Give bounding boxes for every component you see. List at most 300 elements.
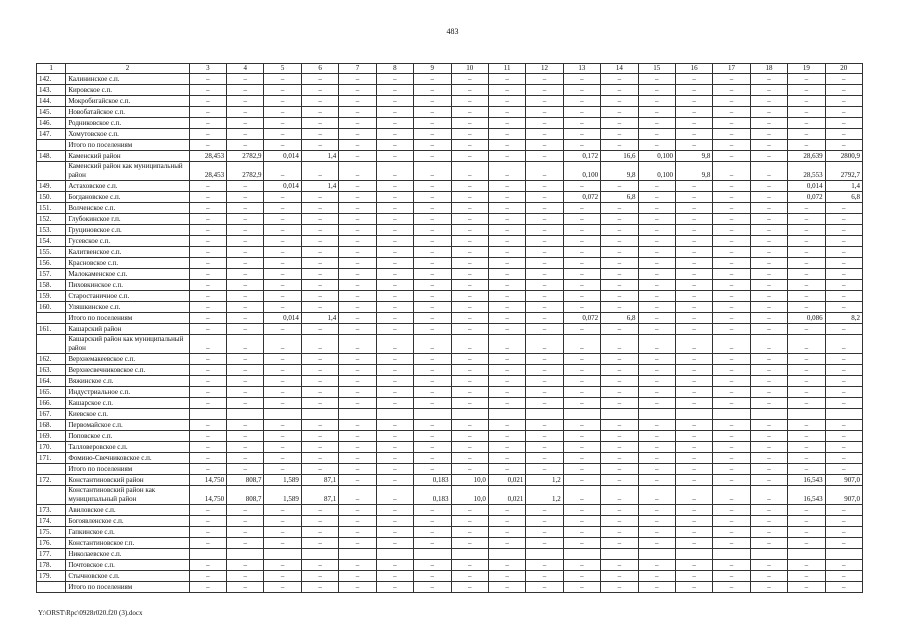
table-row — [37, 162, 863, 181]
value-cell: – — [451, 582, 488, 593]
value-cell: – — [788, 538, 825, 549]
value-cell: – — [451, 74, 488, 85]
value-cell: – — [675, 258, 712, 269]
value-cell: 28,453 — [189, 151, 226, 162]
value-cell: – — [488, 431, 525, 442]
value-cell: – — [264, 538, 301, 549]
header-cell: 16 — [675, 64, 712, 74]
value-cell: – — [750, 74, 787, 85]
value-cell: – — [638, 475, 675, 486]
value-cell: – — [376, 302, 413, 313]
table-row — [37, 214, 863, 225]
value-cell: – — [825, 302, 862, 313]
value-cell: – — [825, 527, 862, 538]
value-cell: – — [189, 516, 226, 527]
row-number: 145. — [37, 107, 66, 118]
value-cell: – — [339, 258, 376, 269]
value-cell: – — [264, 387, 301, 398]
value-cell: – — [713, 505, 750, 516]
value-cell: – — [451, 516, 488, 527]
value-cell: – — [301, 269, 338, 280]
value-cell: – — [376, 151, 413, 162]
value-cell: – — [339, 516, 376, 527]
value-cell: – — [601, 118, 638, 129]
value-cell: – — [713, 354, 750, 365]
value-cell: – — [750, 258, 787, 269]
table-row — [37, 181, 863, 192]
value-cell: – — [339, 74, 376, 85]
value-cell: – — [414, 354, 451, 365]
value-cell — [563, 409, 600, 420]
value-cell: – — [264, 464, 301, 475]
value-cell: – — [750, 582, 787, 593]
value-cell: 808,7 — [227, 486, 264, 505]
value-cell: – — [376, 258, 413, 269]
value-cell: 28,453 — [189, 162, 226, 181]
value-cell: – — [488, 505, 525, 516]
value-cell: – — [675, 203, 712, 214]
header-cell: 11 — [488, 64, 525, 74]
row-number: 158. — [37, 280, 66, 291]
value-cell: – — [675, 225, 712, 236]
value-cell: – — [750, 324, 787, 335]
value-cell: – — [376, 140, 413, 151]
value-cell: – — [451, 538, 488, 549]
table-row — [37, 118, 863, 129]
value-cell: – — [788, 96, 825, 107]
value-cell: – — [451, 118, 488, 129]
row-number: 157. — [37, 269, 66, 280]
value-cell — [189, 409, 226, 420]
value-cell: – — [227, 280, 264, 291]
row-name: Каменский район — [66, 151, 189, 162]
value-cell: – — [488, 269, 525, 280]
value-cell: – — [601, 505, 638, 516]
value-cell: – — [750, 236, 787, 247]
value-cell: – — [825, 464, 862, 475]
row-name: Константиновский район как муниципальный район — [66, 486, 189, 505]
value-cell: – — [264, 236, 301, 247]
value-cell: – — [264, 398, 301, 409]
value-cell: – — [301, 442, 338, 453]
value-cell: – — [451, 96, 488, 107]
value-cell: 16,543 — [788, 475, 825, 486]
value-cell: – — [638, 203, 675, 214]
value-cell: – — [713, 302, 750, 313]
value-cell: – — [601, 302, 638, 313]
value-cell: – — [750, 247, 787, 258]
value-cell: – — [301, 74, 338, 85]
table-row — [37, 505, 863, 516]
value-cell: – — [189, 203, 226, 214]
value-cell: – — [713, 365, 750, 376]
value-cell: – — [301, 236, 338, 247]
value-cell: – — [414, 269, 451, 280]
value-cell: – — [750, 162, 787, 181]
value-cell: – — [526, 162, 563, 181]
row-name: Гапкинское с.п. — [66, 527, 189, 538]
value-cell: – — [825, 258, 862, 269]
value-cell: – — [750, 560, 787, 571]
value-cell: – — [189, 365, 226, 376]
value-cell: – — [451, 269, 488, 280]
row-name: Богоявленское с.п. — [66, 516, 189, 527]
value-cell: – — [675, 505, 712, 516]
table-row — [37, 442, 863, 453]
value-cell: – — [227, 236, 264, 247]
value-cell: – — [526, 324, 563, 335]
value-cell: – — [675, 376, 712, 387]
table-row — [37, 129, 863, 140]
value-cell: 0,014 — [788, 181, 825, 192]
value-cell: – — [227, 118, 264, 129]
value-cell: – — [675, 442, 712, 453]
value-cell: – — [451, 442, 488, 453]
value-cell: – — [301, 247, 338, 258]
value-cell: – — [638, 398, 675, 409]
value-cell — [264, 409, 301, 420]
value-cell: – — [563, 464, 600, 475]
value-cell: – — [189, 269, 226, 280]
value-cell: – — [788, 140, 825, 151]
row-number — [37, 162, 66, 181]
value-cell: – — [638, 85, 675, 96]
value-cell: – — [825, 118, 862, 129]
row-name: Верхнемакеевское с.п. — [66, 354, 189, 365]
value-cell: – — [713, 258, 750, 269]
value-cell: – — [264, 505, 301, 516]
value-cell: – — [601, 107, 638, 118]
row-number: 161. — [37, 324, 66, 335]
value-cell: 1,589 — [264, 475, 301, 486]
value-cell: – — [414, 560, 451, 571]
value-cell: – — [750, 516, 787, 527]
value-cell: – — [675, 236, 712, 247]
value-cell: – — [376, 582, 413, 593]
value-cell: – — [339, 269, 376, 280]
value-cell: – — [825, 453, 862, 464]
value-cell: 0,021 — [488, 475, 525, 486]
value-cell: – — [488, 324, 525, 335]
value-cell: – — [227, 181, 264, 192]
value-cell: – — [563, 538, 600, 549]
value-cell: – — [563, 85, 600, 96]
value-cell: – — [264, 560, 301, 571]
header-cell: 8 — [376, 64, 413, 74]
value-cell: – — [451, 420, 488, 431]
value-cell: – — [264, 582, 301, 593]
value-cell: – — [713, 151, 750, 162]
value-cell: – — [675, 420, 712, 431]
value-cell: – — [227, 203, 264, 214]
value-cell: – — [788, 453, 825, 464]
value-cell: 808,7 — [227, 475, 264, 486]
value-cell: – — [414, 107, 451, 118]
value-cell: – — [376, 214, 413, 225]
row-number: 151. — [37, 203, 66, 214]
value-cell: – — [825, 85, 862, 96]
value-cell: – — [825, 236, 862, 247]
row-number: 146. — [37, 118, 66, 129]
value-cell: – — [339, 475, 376, 486]
value-cell: – — [264, 516, 301, 527]
value-cell: – — [488, 118, 525, 129]
row-name: Мокробигайское с.п. — [66, 96, 189, 107]
value-cell: – — [788, 335, 825, 354]
value-cell: – — [788, 420, 825, 431]
header-cell: 10 — [451, 64, 488, 74]
value-cell: – — [339, 151, 376, 162]
table-row — [37, 354, 863, 365]
value-cell: – — [189, 453, 226, 464]
value-cell: – — [301, 538, 338, 549]
header-cell: 6 — [301, 64, 338, 74]
value-cell: – — [189, 74, 226, 85]
value-cell: – — [264, 140, 301, 151]
value-cell: – — [376, 291, 413, 302]
value-cell: 14,750 — [189, 486, 226, 505]
row-number: 169. — [37, 431, 66, 442]
value-cell: – — [526, 129, 563, 140]
row-name: Калининское с.п. — [66, 74, 189, 85]
value-cell: – — [301, 140, 338, 151]
value-cell: – — [526, 571, 563, 582]
table-row — [37, 313, 863, 324]
value-cell: – — [526, 225, 563, 236]
value-cell — [189, 549, 226, 560]
value-cell: – — [675, 302, 712, 313]
value-cell: – — [750, 527, 787, 538]
value-cell: 16,6 — [601, 151, 638, 162]
value-cell: – — [301, 387, 338, 398]
value-cell — [301, 549, 338, 560]
value-cell: – — [488, 560, 525, 571]
value-cell: – — [713, 527, 750, 538]
value-cell: – — [189, 560, 226, 571]
value-cell: – — [376, 376, 413, 387]
value-cell: – — [788, 571, 825, 582]
value-cell: – — [675, 85, 712, 96]
value-cell: – — [713, 398, 750, 409]
value-cell: – — [376, 442, 413, 453]
value-cell: 28,639 — [788, 151, 825, 162]
value-cell: – — [301, 85, 338, 96]
value-cell: – — [825, 420, 862, 431]
value-cell: – — [451, 151, 488, 162]
row-name: Груциновское с.п. — [66, 225, 189, 236]
value-cell: – — [601, 181, 638, 192]
value-cell: – — [526, 247, 563, 258]
value-cell: – — [488, 129, 525, 140]
value-cell: 16,543 — [788, 486, 825, 505]
value-cell: – — [675, 280, 712, 291]
value-cell: – — [301, 376, 338, 387]
value-cell: – — [750, 280, 787, 291]
value-cell: – — [563, 505, 600, 516]
value-cell: – — [376, 313, 413, 324]
value-cell: – — [376, 247, 413, 258]
value-cell: 6,8 — [601, 313, 638, 324]
value-cell: – — [713, 560, 750, 571]
value-cell: 1,4 — [301, 313, 338, 324]
value-cell: – — [339, 442, 376, 453]
value-cell: – — [451, 376, 488, 387]
row-name: Верхнесвечниковское с.п. — [66, 365, 189, 376]
value-cell: – — [825, 431, 862, 442]
value-cell: – — [227, 431, 264, 442]
row-name: Богдановское с.п. — [66, 192, 189, 203]
value-cell: – — [563, 582, 600, 593]
value-cell: – — [451, 302, 488, 313]
row-number: 172. — [37, 475, 66, 486]
value-cell: – — [563, 398, 600, 409]
row-number: 142. — [37, 74, 66, 85]
value-cell: – — [713, 582, 750, 593]
value-cell: – — [227, 269, 264, 280]
value-cell: – — [601, 387, 638, 398]
value-cell: – — [713, 571, 750, 582]
row-name: Итого по поселениям — [66, 464, 189, 475]
value-cell: – — [488, 192, 525, 203]
value-cell: 0,072 — [563, 192, 600, 203]
value-cell: – — [601, 236, 638, 247]
value-cell: – — [189, 85, 226, 96]
value-cell: 9,8 — [675, 162, 712, 181]
value-cell: 10,0 — [451, 486, 488, 505]
value-cell: – — [189, 431, 226, 442]
value-cell: – — [264, 162, 301, 181]
value-cell: – — [675, 74, 712, 85]
row-name: Уляшкинское с.п. — [66, 302, 189, 313]
row-name: Кировское с.п. — [66, 85, 189, 96]
value-cell: – — [788, 107, 825, 118]
value-cell: – — [301, 107, 338, 118]
value-cell: – — [227, 74, 264, 85]
header-cell: 2 — [66, 64, 189, 74]
value-cell: – — [376, 431, 413, 442]
row-name: Поповское с.п. — [66, 431, 189, 442]
value-cell: – — [788, 269, 825, 280]
value-cell: – — [339, 247, 376, 258]
value-cell: – — [227, 387, 264, 398]
row-number: 170. — [37, 442, 66, 453]
value-cell: – — [189, 258, 226, 269]
value-cell: – — [788, 291, 825, 302]
value-cell: – — [825, 387, 862, 398]
value-cell: – — [488, 302, 525, 313]
value-cell: – — [189, 291, 226, 302]
value-cell: – — [301, 214, 338, 225]
value-cell: – — [189, 354, 226, 365]
value-cell: – — [189, 464, 226, 475]
value-cell: – — [638, 486, 675, 505]
row-name: Родниковское с.п. — [66, 118, 189, 129]
value-cell: – — [488, 214, 525, 225]
value-cell: – — [825, 247, 862, 258]
value-cell: – — [788, 236, 825, 247]
value-cell: – — [189, 538, 226, 549]
row-number: 179. — [37, 571, 66, 582]
header-cell: 19 — [788, 64, 825, 74]
header-cell: 12 — [526, 64, 563, 74]
value-cell: – — [825, 560, 862, 571]
value-cell: – — [451, 85, 488, 96]
table-row — [37, 247, 863, 258]
value-cell: – — [339, 225, 376, 236]
value-cell: – — [638, 280, 675, 291]
value-cell: – — [488, 162, 525, 181]
value-cell: – — [301, 354, 338, 365]
value-cell: – — [601, 203, 638, 214]
value-cell: – — [675, 291, 712, 302]
value-cell: – — [526, 464, 563, 475]
value-cell: – — [713, 247, 750, 258]
header-cell: 17 — [713, 64, 750, 74]
value-cell: – — [713, 129, 750, 140]
value-cell: – — [601, 571, 638, 582]
value-cell: – — [713, 431, 750, 442]
value-cell: 87,1 — [301, 486, 338, 505]
value-cell — [713, 549, 750, 560]
value-cell: – — [675, 107, 712, 118]
value-cell: – — [189, 505, 226, 516]
value-cell: – — [451, 313, 488, 324]
value-cell: – — [339, 505, 376, 516]
table-row — [37, 107, 863, 118]
value-cell: – — [638, 505, 675, 516]
value-cell: – — [638, 527, 675, 538]
value-cell: – — [750, 442, 787, 453]
value-cell — [788, 549, 825, 560]
value-cell: – — [675, 140, 712, 151]
table-row — [37, 203, 863, 214]
value-cell: – — [675, 365, 712, 376]
row-name: Итого по поселениям — [66, 140, 189, 151]
value-cell: – — [339, 214, 376, 225]
value-cell: – — [227, 538, 264, 549]
value-cell: – — [376, 324, 413, 335]
value-cell: – — [750, 538, 787, 549]
value-cell: – — [750, 313, 787, 324]
value-cell: – — [563, 376, 600, 387]
value-cell: – — [713, 453, 750, 464]
value-cell: – — [638, 431, 675, 442]
value-cell: – — [563, 203, 600, 214]
value-cell: – — [750, 376, 787, 387]
value-cell: – — [339, 571, 376, 582]
value-cell: – — [675, 129, 712, 140]
value-cell: – — [526, 453, 563, 464]
value-cell: – — [713, 85, 750, 96]
value-cell: – — [488, 151, 525, 162]
value-cell: – — [414, 192, 451, 203]
value-cell: – — [675, 453, 712, 464]
value-cell: – — [301, 324, 338, 335]
value-cell: – — [526, 151, 563, 162]
value-cell: 10,0 — [451, 475, 488, 486]
value-cell: – — [488, 453, 525, 464]
value-cell: – — [638, 538, 675, 549]
value-cell: – — [825, 203, 862, 214]
value-cell: – — [788, 376, 825, 387]
value-cell: – — [713, 192, 750, 203]
value-cell: – — [376, 464, 413, 475]
value-cell: – — [675, 354, 712, 365]
value-cell: – — [488, 96, 525, 107]
value-cell: – — [339, 162, 376, 181]
value-cell: – — [264, 376, 301, 387]
value-cell: – — [750, 192, 787, 203]
